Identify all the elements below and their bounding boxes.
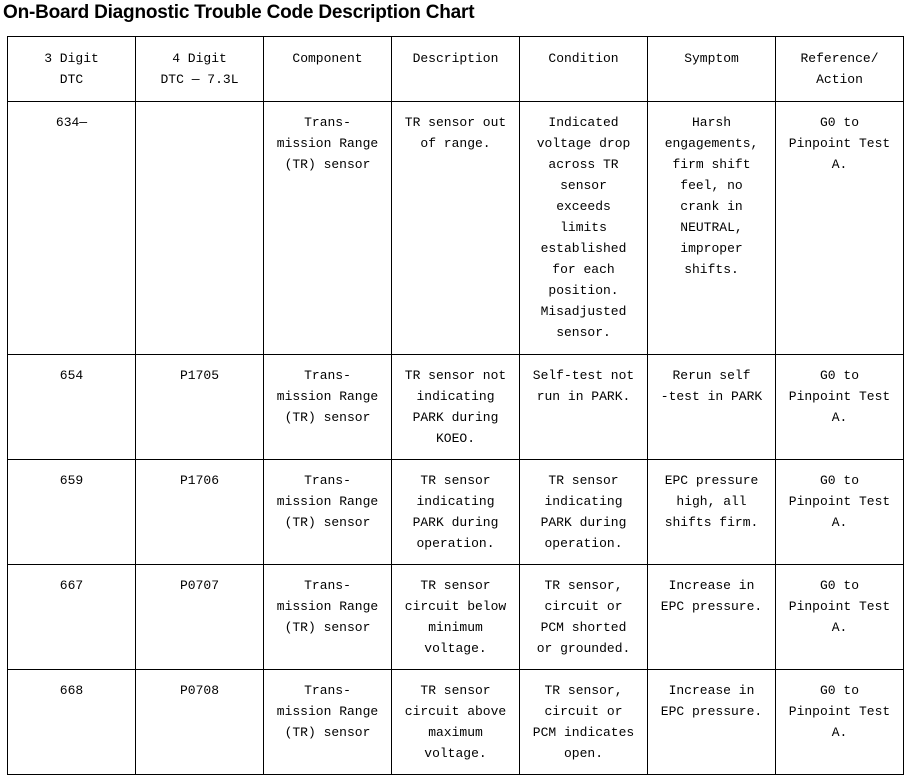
cell-3-digit-dtc: 654	[8, 355, 136, 460]
cell-4-digit-dtc: P0708	[136, 670, 264, 775]
header-component: Component	[264, 37, 392, 102]
cell-reference-action: G0 to Pinpoint Test A.	[776, 670, 904, 775]
cell-symptom: Increase in EPC pressure.	[648, 565, 776, 670]
header-row	[8, 37, 904, 102]
cell-reference-action: G0 to Pinpoint Test A.	[776, 460, 904, 565]
header-symptom: Symptom	[648, 37, 776, 102]
cell-symptom: Harsh engagements, firm shift feel, no crank in NEUTRAL, improper shifts.	[648, 102, 776, 355]
cell-3-digit-dtc: 634—	[8, 102, 136, 355]
cell-symptom: Increase in EPC pressure.	[648, 670, 776, 775]
cell-condition: Self-test not run in PARK.	[520, 355, 648, 460]
cell-reference-action: G0 to Pinpoint Test A.	[776, 102, 904, 355]
cell-condition: TR sensor indicating PARK during operation.	[520, 460, 648, 565]
header-4-digit-dtc: 4 Digit DTC — 7.3L	[136, 37, 264, 102]
header-reference-action: Reference/ Action	[776, 37, 904, 102]
header-condition: Condition	[520, 37, 648, 102]
cell-component: Trans- mission Range (TR) sensor	[264, 102, 392, 355]
table-row	[8, 670, 904, 775]
table-row	[8, 355, 904, 460]
header-3-digit-dtc: 3 Digit DTC	[8, 37, 136, 102]
cell-3-digit-dtc: 659	[8, 460, 136, 565]
table-row	[8, 102, 904, 355]
cell-component: Trans- mission Range (TR) sensor	[264, 355, 392, 460]
cell-description: TR sensor circuit above maximum voltage.	[392, 670, 520, 775]
cell-condition: TR sensor, circuit or PCM shorted or grounded.	[520, 565, 648, 670]
cell-4-digit-dtc: P0707	[136, 565, 264, 670]
cell-component: Trans- mission Range (TR) sensor	[264, 565, 392, 670]
table-row	[8, 565, 904, 670]
chart-title: On-Board Diagnostic Trouble Code Description Chart	[3, 2, 475, 23]
cell-condition: TR sensor, circuit or PCM indicates open.	[520, 670, 648, 775]
cell-reference-action: G0 to Pinpoint Test A.	[776, 355, 904, 460]
cell-component: Trans- mission Range (TR) sensor	[264, 460, 392, 565]
cell-3-digit-dtc: 668	[8, 670, 136, 775]
table-row	[8, 460, 904, 565]
cell-description: TR sensor circuit below minimum voltage.	[392, 565, 520, 670]
cell-4-digit-dtc: P1706	[136, 460, 264, 565]
cell-component: Trans- mission Range (TR) sensor	[264, 670, 392, 775]
cell-description: TR sensor indicating PARK during operation.	[392, 460, 520, 565]
cell-3-digit-dtc: 667	[8, 565, 136, 670]
cell-4-digit-dtc: P1705	[136, 355, 264, 460]
cell-reference-action: G0 to Pinpoint Test A.	[776, 565, 904, 670]
cell-4-digit-dtc	[136, 102, 264, 355]
cell-symptom: EPC pressure high, all shifts firm.	[648, 460, 776, 565]
cell-condition: Indicated voltage drop across TR sensor exceeds limits established for each position. Misadjusted sensor.	[520, 102, 648, 355]
dtc-table	[7, 36, 904, 775]
header-description: Description	[392, 37, 520, 102]
cell-description: TR sensor out of range.	[392, 102, 520, 355]
cell-symptom: Rerun self -test in PARK	[648, 355, 776, 460]
cell-description: TR sensor not indicating PARK during KOEO.	[392, 355, 520, 460]
